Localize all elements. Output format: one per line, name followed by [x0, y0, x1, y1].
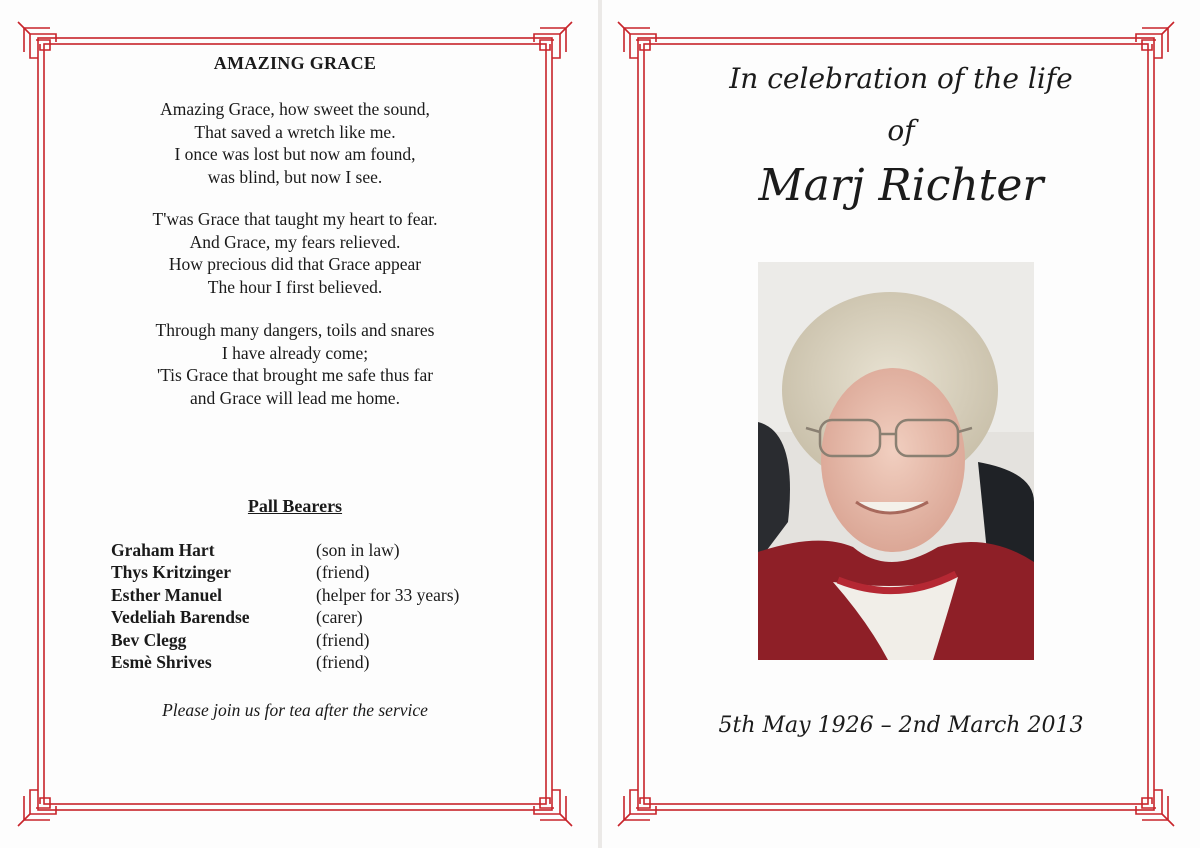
bearer-relation: (son in law): [316, 540, 400, 560]
verse-line: I once was lost but now am found,: [174, 144, 416, 164]
hymn-title: AMAZING GRACE: [213, 53, 377, 73]
hymn-verse-3: [0, 319, 590, 409]
verse-line: and Grace will lead me home.: [190, 387, 400, 408]
list-item: [111, 629, 459, 651]
celebration-heading: In celebration of the life: [729, 62, 1073, 95]
verse-line: And Grace, my fears relieved.: [189, 231, 401, 252]
hymn-verse-1: [0, 98, 590, 188]
portrait-photo-icon: [758, 262, 1034, 660]
verse-line: Amazing Grace, how sweet the sound,: [160, 99, 430, 119]
verse-line: T'was Grace that taught my heart to fear.: [152, 209, 438, 229]
life-dates: 5th May 1926 – 2nd March 2013: [718, 713, 1084, 738]
hymn-verse-2: [0, 208, 590, 298]
bearer-relation: (carer): [316, 607, 363, 628]
bearer-relation: (friend): [316, 652, 370, 673]
right-page: [602, 0, 1200, 848]
verse-line: That saved a wretch like me.: [194, 121, 396, 142]
list-item: [111, 539, 459, 561]
list-item: [111, 584, 459, 606]
bearer-name: Esther Manuel: [111, 584, 222, 605]
tea-invitation: Please join us for tea after the service: [162, 700, 428, 720]
left-page: [0, 0, 598, 848]
verse-line: was blind, but now I see.: [207, 166, 383, 187]
bearer-relation: (friend): [316, 562, 370, 583]
verse-line: The hour I first believed.: [207, 276, 383, 297]
verse-line: Through many dangers, toils and snares: [155, 320, 435, 340]
list-item: [111, 651, 459, 673]
of-line: of: [887, 114, 915, 147]
list-item: [111, 606, 459, 628]
bearer-name: Vedeliah Barendse: [111, 607, 250, 628]
bearer-name: Esmè Shrives: [111, 652, 212, 673]
list-item: [111, 561, 459, 583]
bearer-relation: (helper for 33 years): [316, 584, 460, 605]
verse-line: How precious did that Grace appear: [168, 254, 422, 274]
bearer-name: Bev Clegg: [111, 629, 187, 650]
bearer-name: Thys Kritzinger: [111, 562, 232, 583]
verse-line: I have already come;: [221, 342, 369, 363]
bearer-name: Graham Hart: [111, 540, 215, 560]
deceased-name: Marj Richter: [758, 160, 1044, 211]
pall-bearers-list: [111, 539, 459, 673]
bearer-relation: (friend): [316, 629, 370, 650]
verse-line: 'Tis Grace that brought me safe thus far: [156, 365, 434, 385]
pall-bearers-heading: Pall Bearers: [247, 496, 343, 516]
